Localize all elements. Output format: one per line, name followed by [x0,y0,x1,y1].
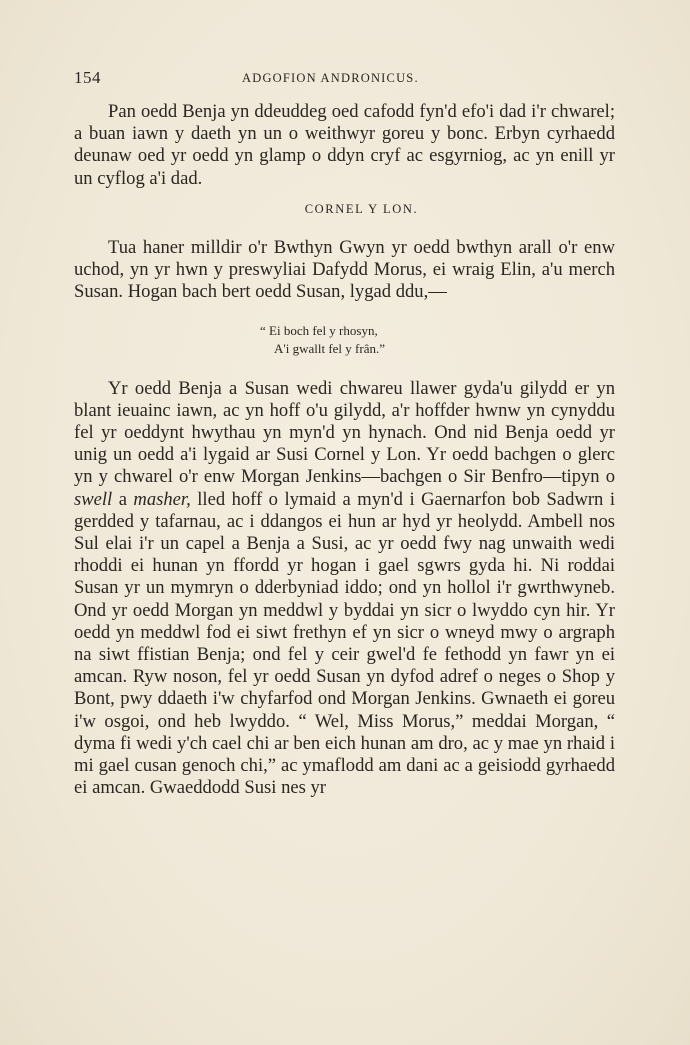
paragraph-text: Yr oedd Benja a Susan wedi chwareu llawer gyda'u gilydd er yn blant ieuainc iawn, ac yn hoff o'u gilydd, a'r hoffder hwnw yn cynyddu fel yr oeddynt hwythau yn myn'd yn hynach. Ond nid Benja oedd yr unig un oedd a'i lygaid ar Susi Cornel y Lon. Yr oedd bachgen o glerc yn y chwarel o'r enw Morgan Jenkins—bachgen o Sir Benfro—tipyn o [74,377,615,488]
paragraph-text: a [112,488,134,510]
paragraph: Tua haner milldir o'r Bwthyn Gwyn yr oedd bwthyn arall o'r enw uchod, yn yr hwn y preswyliai Dafydd Morus, ei wraig Elin, a'u merch Susan. Hogan bach bert oedd Susan, lygad ddu,— [74,237,615,303]
running-title: ADGOFION ANDRONICUS. [242,71,419,85]
section-heading-text: CORNEL Y LON. [304,201,419,216]
paragraph-text: lled hoff o lymaid a myn'd i Gaernarfon bob Sadwrn i gerdded y tafarnau, ac i ddangos ei hun ar hyd yr heolydd. Ambell nos Sul elai i'r un capel a Benja a Susi, ac yr oedd fwy nag unwaith wedi rhoddi ei hunan yn ffordd yr hogan i gael sgwrs gyda hi. Ni roddai Susan yr un mymryn o dderbyniad iddo; ond yn hollol i'r gwrthwyneb. Ond yr oedd Morgan yn meddwl y byddai yn sicr o lwyddo cyn hir. Yr oedd yn meddwl fod ei siwt frethyn ef yn sicr o wneyd mwy o argraph na siwt ffistian Benja; ond fel y ceir gwel'd fe fethodd yn fawr yn ei amcan. Ryw noson, fel yr oedd Susan yn dyfod adref o neges o Shop y Bont, pwy ddaeth i'w chyfarfod ond Morgan Jenkins. Gwnaeth ei goreu i'w osgoi, ond heb lwyddo. “ Wel, Miss Morus,” meddai Morgan, “ dyma fi wedi y'ch cael chi ar ben eich hunan am dro, ac y mae yn rhaid i mi gael cusan genoch chi,” ac ymaflodd am dani ac a geisiodd gyrhaedd ei amcan. Gwaeddodd Susi nes yr [74,488,615,799]
page-header [74,68,614,90]
verse-quote [260,322,615,358]
page-number: 154 [74,68,101,87]
paragraph: Pan oedd Benja yn ddeuddeg oed cafodd fyn'd efo'i dad i'r chwarel; a buan iawn y daeth yn un o weithwyr goreu y bonc. Erbyn cyrhaedd deunaw oed yr oedd yn glamp o ddyn cryf ac esgyrniog, ac yn enill yr un cyflog a'i dad. [74,101,615,189]
italic-word: masher, [133,488,191,510]
verse-line: “ Ei boch fel y rhosyn, [260,322,378,338]
italic-word: swell [74,488,113,510]
verse-line: A'i gwallt fel y frân.” [274,340,385,356]
section-heading [74,198,615,220]
paragraph [74,378,615,800]
body-text [74,101,615,799]
